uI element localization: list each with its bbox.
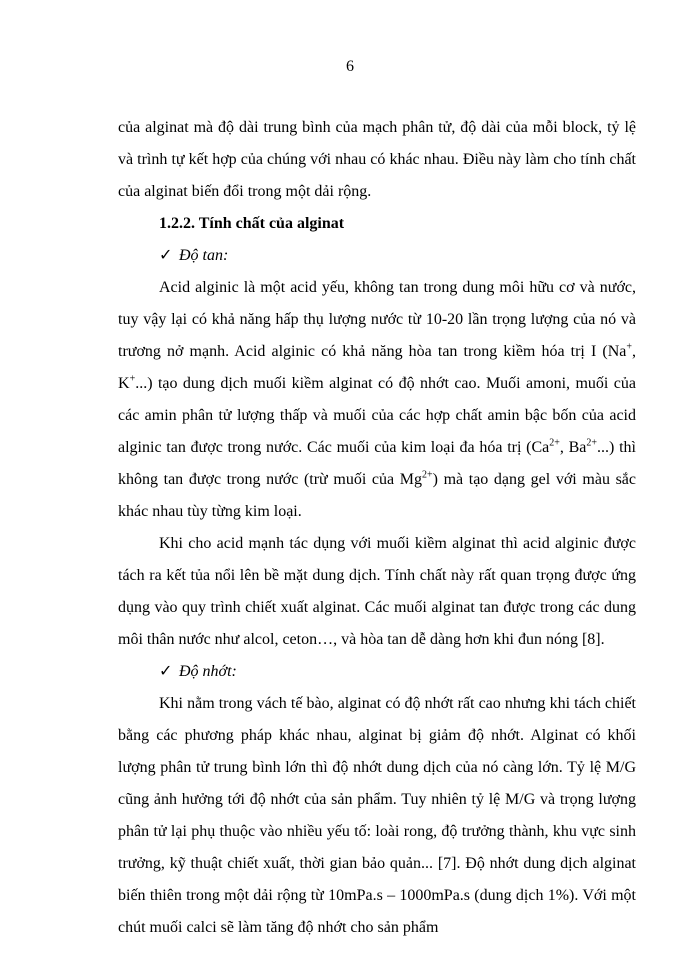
text-run: Acid alginic là một acid yếu, không tan trong dung môi hữu cơ và nước, tuy vậy lại có khả năng hấp thụ lượng nước từ 10-20 lần trọng lượng của nó và trương nở mạnh. Acid alginic có khả năng hòa tan trong kiềm hóa trị I (Na <box>118 279 636 360</box>
superscript: 2+ <box>421 469 433 481</box>
superscript: 2+ <box>549 437 560 449</box>
text-run: ...) tạo dung dịch muối kiềm alginat có độ nhớt cao. Muối amoni, muối của các amin phân tử lượng thấp và muối của các hợp chất amin bậc bốn của acid alginic tan được trong nước. Các muối của kim loại đa hóa trị (Ca <box>118 375 636 456</box>
paragraph-viscosity: Khi nằm trong vách tế bào, alginat có độ nhớt rất cao nhưng khi tách chiết bằng các phương pháp khác nhau, alginat bị giảm độ nhớt. Alginat có khối lượng phân tử trung bình lớn thì độ nhớt dung dịch của nó càng lớn. Tỷ lệ M/G cũng ảnh hưởng tới độ nhớt của sản phẩm. Tuy nhiên tỷ lệ M/G và trọng lượng phân tử lại phụ thuộc vào nhiều yếu tố: loài rong, độ trưởng thành, khu vực sinh trưởng, kỹ thuật chiết xuất, thời gian bảo quản... [7]. Độ nhớt dung dịch alginat biến thiên trong một dải rộng từ 10mPa.s – 1000mPa.s (dung dịch 1%). Với một chút muối calci sẽ làm tăng độ nhớt cho sản phẩm <box>118 695 636 936</box>
text-run: ...) thì không tan được trong nước (trừ muối của Mg <box>118 439 636 488</box>
document-body <box>118 112 636 944</box>
bullet-viscosity <box>118 656 636 688</box>
paragraph-solubility <box>118 272 636 528</box>
text-run: , Ba <box>559 439 587 456</box>
checkmark-icon: ✓ <box>159 663 173 680</box>
paragraph-acid-reaction: Khi cho acid mạnh tác dụng với muối kiềm alginat thì acid alginic được tách ra kết tủa nổi lên bề mặt dung dịch. Tính chất này rất quan trọng được ứng dụng vào quy trình chiết xuất alginat. Các muối alginat tan được trong các dung môi thân nước như alcol, ceton…, và hòa tan dễ dàng hơn khi đun nóng [8]. <box>118 535 636 648</box>
bullet-solubility <box>118 240 636 272</box>
bullet-label-viscosity: Độ nhớt: <box>179 663 237 680</box>
text-run: , K <box>118 343 636 392</box>
superscript: 2+ <box>586 437 598 449</box>
paragraph-intro: của alginat mà độ dài trung bình của mạch phân tử, độ dài của mỗi block, tỷ lệ và trình tự kết hợp của chúng với nhau có khác nhau. Điều này làm cho tính chất của alginat biến đổi trong một dải rộng. <box>118 119 636 200</box>
superscript: + <box>626 341 632 353</box>
bullet-label-solubility: Độ tan: <box>179 247 229 264</box>
text-run: ) mà tạo dạng gel với màu sắc khác nhau tùy từng kim loại. <box>118 471 637 520</box>
checkmark-icon: ✓ <box>159 247 173 264</box>
page-number: 6 <box>346 58 354 75</box>
section-heading: 1.2.2. Tính chất của alginat <box>159 215 345 232</box>
superscript: + <box>129 373 136 385</box>
